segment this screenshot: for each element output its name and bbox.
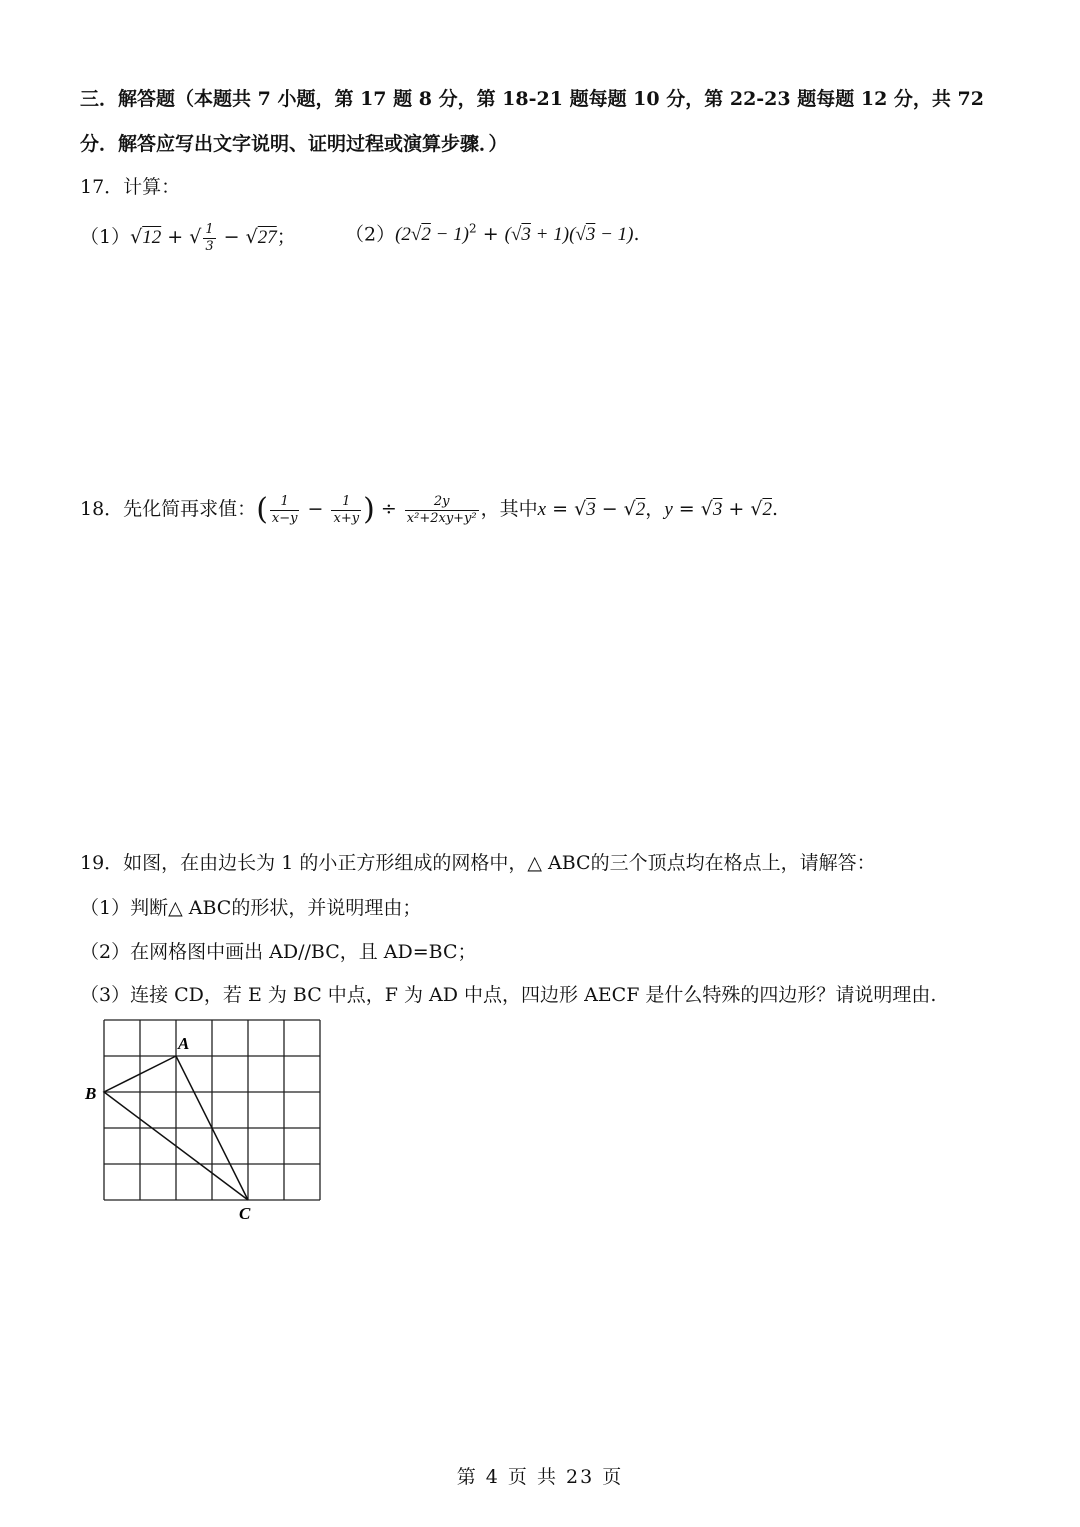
q18-condition: x = √3 − √2，y = √3 + √2. (537, 498, 779, 520)
q18 (80, 492, 778, 528)
q17-part1-expression: √12 + √ $\frac{1}{3}$ − √27 (130, 222, 277, 254)
q17-part2-expression: $(2√2 - 1)^2 + (√3 + 1)(√3 - 1)$. (395, 222, 640, 246)
q19-part2: （2）在网格图中画出 AD//BC，且 AD=BC； (80, 941, 477, 963)
section-heading-line1: 三．解答题（本题共 7 小题，第 17 题 8 分，第 18-21 题每题 10 分，第 22-23 题每题 12 分，共 72 (80, 88, 984, 110)
q18-frac3-den: x²+2xy+y² (406, 510, 477, 526)
q19-title: 19．如图，在由边长为 1 的小正方形组成的网格中，△ ABC的三个顶点均在格点上，请解答： (80, 852, 876, 874)
q19-part3: （3）连接 CD，若 E 为 BC 中点，F 为 AD 中点，四边形 AECF 是什么特殊的四边形？请说明理由. (80, 984, 937, 1006)
q18-title: 18．先化简再求值： (80, 498, 257, 520)
q18-expression: ( $\frac{1}{x-y}$ − $\frac{1}{x+y}$ ) ÷ $\frac{2y}{\text{x²+2xy+y²}}$ (256, 492, 477, 527)
q17-part1-label: （1） (80, 226, 131, 249)
grid-figure (80, 1013, 340, 1228)
q17-title: 17．计算： (80, 176, 181, 198)
vertex-label-c: C (239, 1204, 251, 1223)
q17-part1 (80, 222, 296, 254)
q18-frac1-num: 1 (270, 494, 300, 511)
q18-condition-prefix: ，其中 (480, 498, 538, 520)
q18-frac1-den: x−y (271, 510, 298, 526)
q17-part2 (345, 222, 640, 247)
q19-part1: （1）判断△ ABC的形状，并说明理由； (80, 897, 422, 919)
section-heading-line2: 分．解答应写出文字说明、证明过程或演算步骤．） (80, 133, 508, 155)
q18-frac2-den: x+y (333, 510, 360, 526)
q17-part2-label: （2） (345, 223, 396, 246)
vertex-label-a: A (178, 1034, 190, 1053)
q18-frac3-num: 2y (405, 494, 479, 511)
page-footer: 第 4 页 共 23 页 (456, 1466, 624, 1488)
q18-frac2-num: 1 (331, 494, 361, 511)
q17-part1-tail: ； (276, 226, 296, 249)
vertex-label-b: B (85, 1084, 97, 1103)
